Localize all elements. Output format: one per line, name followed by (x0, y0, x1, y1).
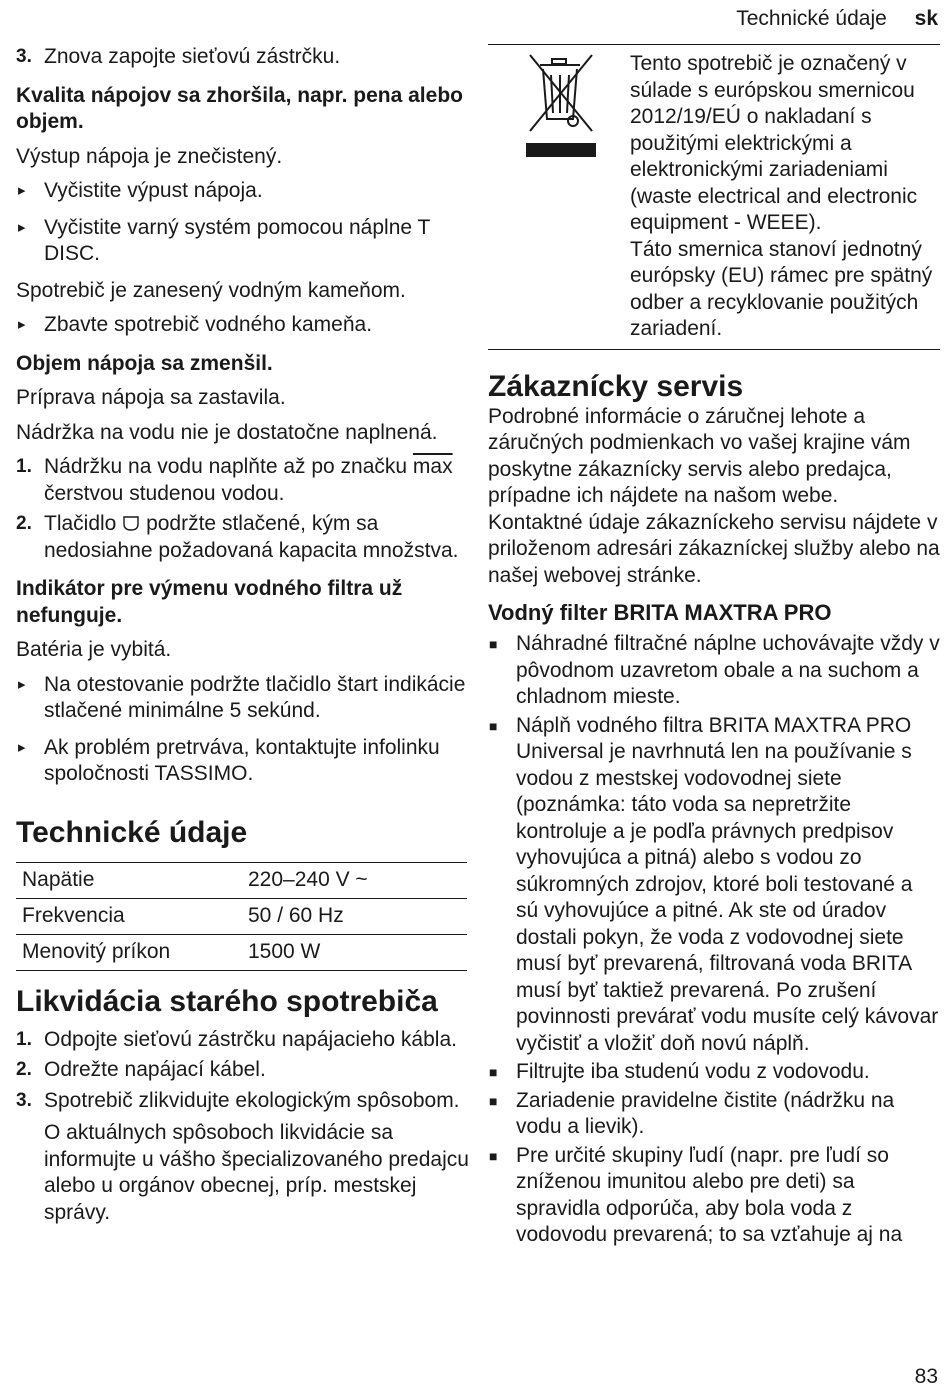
step-item (16, 1088, 474, 1115)
action-item: ▸ Ak problém pretrváva, kontaktujte infolinku spoločnosti TASSIMO. (16, 735, 474, 788)
table-cell-value: 1500 W (242, 934, 467, 970)
weee-text: Táto smernica stanoví jednotný európsky (EU) rámec pre spätný odber a recyklovanie použitých zariadení. (630, 237, 933, 340)
problem-heading: Kvalita nápojov sa zhoršila, napr. pena alebo objem. (16, 83, 463, 133)
action-item: ▸ Vyčistite varný systém pomocou náplne T DISC. (16, 215, 474, 268)
filter-list-item: ■ Náplň vodného filtra BRITA MAXTRA PRO Universal je navrhnutá len na používanie s vodou z mestskej vodovodnej siete (poznámka: táto voda sa nepretržite kontroluje a je podľa právnych predpisov vyhovujúca a pitná) alebo s vodou zo súkromných zdrojov, ktoré boli testované a sú vyhovujúce a pitné. Ak ste od úradov dostali pokyn, že voda z vodovodnej siete musí byť prevarená, filtrovaná voda BRITA musí byť taktiež prevarená. Po zrušení povinnosti prevárať vodu musíte celý kávovar vyčistiť a vložiť doň novú náplň. (488, 713, 940, 1058)
table-cell-key: Frekvencia (16, 898, 242, 934)
problem-heading: Indikátor pre výmenu vodného filtra už nefunguje. (16, 577, 403, 627)
filter-list-item: ■ Pre určité skupiny ľudí (napr. pre ľudí so zníženou imunitou alebo pre deti) sa spravidla odporúča, aby bola voda z vodovodu prevarená; to sa vzťahuje aj na (488, 1143, 940, 1249)
section-title-service: Zákaznícky servis (488, 369, 744, 403)
cause-text: Výstup nápoja je znečistený. (16, 144, 283, 168)
cause-text: Batéria je vybitá. (16, 638, 172, 661)
step-item (16, 1027, 474, 1054)
crossed-bin-icon (526, 53, 596, 161)
table-cell-value: 50 / 60 Hz (242, 898, 467, 934)
table-row (16, 934, 467, 970)
step-item (16, 44, 474, 71)
step-text: Nádržku na vodu naplňte až po značku (44, 455, 408, 478)
step-item (16, 511, 474, 564)
table-cell-key: Menovitý príkon (16, 934, 242, 970)
right-column (488, 44, 940, 1249)
step-text: Odpojte sieťovú zástrčku napájacieho kábla. (44, 1027, 457, 1051)
step-item (16, 454, 474, 507)
step-item (16, 1057, 474, 1084)
filter-list-item: ■ Zariadenie pravidelne čistite (nádržku na vodu a lievik). (488, 1088, 940, 1141)
step-number: 3. (16, 1089, 32, 1111)
disposal-note: O aktuálnych spôsoboch likvidácie sa informujte u vášho špecializovaného predajcu alebo u orgánov obecnej, príp. mestskej správy. (44, 1121, 469, 1224)
cup-button-icon (122, 514, 140, 532)
left-column (16, 44, 474, 1226)
step-number: 2. (16, 1059, 32, 1080)
page-number: 83 (914, 1365, 938, 1388)
step-number: 1. (16, 456, 32, 477)
step-text: Tlačidlo (44, 512, 117, 535)
technical-data-table (16, 862, 467, 971)
table-row (16, 862, 467, 898)
action-item: ▸ Vyčistite výpust nápoja. (16, 178, 474, 205)
max-mark-label: $\overline{max}$ (412, 455, 453, 478)
action-item: ▸ Na otestovanie podržte tlačidlo štart indikácie stlačené minimálne 5 sekúnd. (16, 672, 474, 725)
step-text: čerstvou studenou vodou. (44, 481, 285, 505)
section-title-filter: Vodný filter BRITA MAXTRA PRO (488, 600, 832, 625)
step-number: 2. (16, 513, 32, 534)
section-title-disposal: Likvidácia starého spotrebiča (16, 984, 438, 1018)
table-cell-value: 220–240 V ~ (242, 862, 467, 898)
weee-notice-box (488, 44, 940, 350)
filter-list-item: ■ Filtrujte iba studenú vodu z vodovodu. (488, 1059, 940, 1086)
step-text: podržte stlačené, kým sa nedosiahne požadovaná kapacita množstva. (44, 512, 459, 562)
page-header (736, 6, 938, 33)
header-language-code: sk (914, 7, 938, 30)
cause-text: Nádržka na vodu nie je dostatočne naplnená. (16, 420, 438, 444)
table-row (16, 898, 467, 934)
section-title-technical: Technické údaje (16, 815, 248, 849)
step-text: Odrežte napájací kábel. (44, 1058, 266, 1081)
cause-text: Príprava nápoja sa zastavila. (16, 386, 286, 409)
step-text: Znova zapojte sieťovú zástrčku. (44, 45, 341, 68)
service-text: Podrobné informácie o záručnej lehote a záručných podmienkach vo vašej krajine vám poskytne zákaznícky servis alebo predajca, prípadne ich nájdete na našom webe. (488, 404, 911, 507)
problem-heading: Objem nápoja sa zmenšil. (16, 351, 273, 375)
step-text: Spotrebič zlikvidujte ekologickým spôsobom. (44, 1088, 460, 1112)
table-cell-key: Napätie (16, 862, 242, 898)
step-number: 3. (16, 46, 32, 67)
cause-text: Spotrebič je zanesený vodným kameňom. (16, 278, 406, 302)
step-number: 1. (16, 1028, 32, 1050)
weee-text: Tento spotrebič je označený v súlade s európskou smernicou 2012/19/EÚ o nakladaní s použitými elektrickými a elektronickými zariadeniami (waste electrical and electronic equipment - WEEE). (630, 52, 918, 234)
header-section-title: Technické údaje (736, 7, 887, 30)
action-item: ▸ Zbavte spotrebič vodného kameňa. (16, 312, 474, 339)
service-text: Kontaktné údaje zákazníckeho servisu nájdete v priloženom adresári zákazníckej služby alebo na našej webovej stránke. (488, 510, 940, 587)
filter-list-item: ■ Náhradné filtračné náplne uchovávajte vždy v pôvodnom uzavretom obale a na suchom a chladnom mieste. (488, 631, 940, 711)
